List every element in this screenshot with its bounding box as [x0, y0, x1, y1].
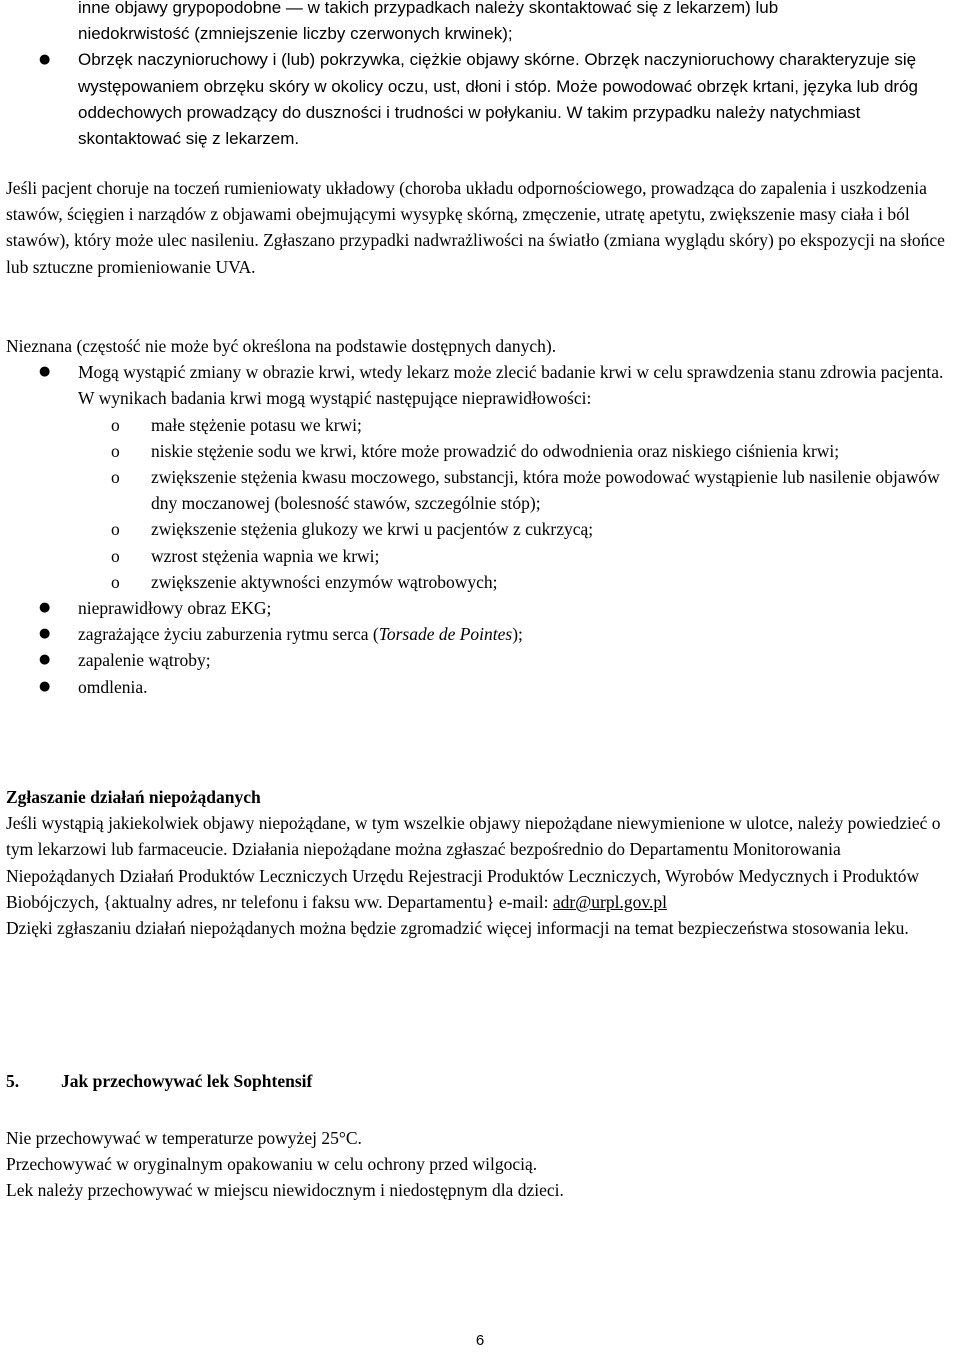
continued-line: niedokrwistość (zmniejszenie liczby czerwonych krwinek);: [78, 24, 513, 44]
reporting-closing: Dzięki zgłaszaniu działań niepożądanych można będzie zgromadzić więcej informacji na temat bezpieczeństwa stosowania leku.: [6, 918, 909, 939]
sub-list-item: o niskie stężenie sodu we krwi, które może prowadzić do odwodnienia oraz niskiego ciśnienia krwi;: [6, 438, 952, 464]
blood-changes-text: Mogą wystąpić zmiany w obrazie krwi, wtedy lekarz może zlecić badanie krwi w celu sprawdzenia stanu zdrowia pacjenta. W wynikach badania krwi mogą wystąpić następujące nieprawidłowości:: [78, 362, 944, 409]
storage-line: Przechowywać w oryginalnym opakowaniu w celu ochrony przed wilgocią.: [6, 1154, 538, 1175]
storage-instructions: [6, 1125, 952, 1204]
lupus-paragraph: Jeśli pacjent choruje na toczeń rumieniowaty układowy (choroba układu odpornościowego, prowadząca do zapalenia i uszkodzenia stawów, ścięgien i narządów z objawami obejmującymi wysypkę skórną, zmęczenie, utratę apetytu, zwiększenie masy ciała i ból stawów), który może ulec nasileniu. Zgłaszano przypadki nadwrażliwości na światło (zmiana wyglądu skóry) po ekspozycji na słońce lub sztuczne promieniowanie UVA.: [6, 178, 945, 277]
arrhythmia-text: zagrażające życiu zaburzenia rytmu serca (: [78, 624, 379, 645]
sub-list-item: o małe stężenie potasu we krwi;: [6, 412, 952, 438]
reporting-body-text: Jeśli wystąpią jakiekolwiek objawy niepożądane, w tym wszelkie objawy niepożądane niewymienione w ulotce, należy powiedzieć o tym lekarzowi lub farmaceucie. Działania niepożądane można zgłaszać bezpośrednio do Departamentu Monitorowania Niepożądanych Działań Produktów Leczniczych Urzędu Rejestracji Produktów Leczniczych, Wyrobów Medycznych i Produktów Biobójczych, {aktualny adres, nr telefonu i faksu ww. Departamentu} e-mail:: [6, 813, 941, 912]
list-item: ● zapalenie wątroby;: [6, 647, 952, 673]
arrhythmia-italic: Torsade de Pointes: [378, 624, 513, 645]
sub-list-item: o zwiększenie stężenia glukozy we krwi u pacjentów z cukrzycą;: [6, 516, 952, 542]
storage-line: Nie przechowywać w temperaturze powyżej 25°C.: [6, 1128, 362, 1148]
sub-list: [6, 412, 952, 595]
list-item: ● omdlenia.: [6, 674, 952, 700]
bullet-list: [6, 47, 952, 152]
sub-list-item: o zwiększenie stężenia kwasu moczowego, substancji, która może powodować wystąpienie lub nasilenie objawów dny moczanowej (bolesność stawów, szczególnie stóp);: [6, 464, 952, 516]
page-number: 6: [475, 1332, 485, 1349]
frequency-label: Nieznana (częstość nie może być określona na podstawie dostępnych danych).: [6, 336, 557, 356]
bullet-list: [6, 359, 952, 700]
section-number: 5.: [6, 1071, 20, 1091]
email-link[interactable]: adr@urpl.gov.pl: [552, 891, 667, 912]
arrhythmia-text-end: );: [512, 624, 523, 645]
section-5-heading: [6, 1068, 952, 1094]
reporting-body: [6, 810, 952, 915]
list-item: ● nieprawidłowy obraz EKG;: [6, 595, 952, 621]
sub-list-item: o zwiększenie aktywności enzymów wątrobowych;: [6, 569, 952, 595]
storage-line: Lek należy przechowywać w miejscu niewidocznym i niedostępnym dla dzieci.: [6, 1180, 564, 1201]
section-title: Jak przechowywać lek Sophtensif: [61, 1071, 313, 1091]
continued-line: inne objawy grypopodobne — w takich przypadkach należy skontaktować się z lekarzem) lub: [78, 0, 779, 17]
unknown-frequency-section: [6, 333, 952, 700]
sub-list-item: o wzrost stężenia wapnia we krwi;: [6, 543, 952, 569]
reporting-section: [6, 784, 952, 941]
list-item: [6, 359, 952, 595]
reporting-heading: Zgłaszanie działań niepożądanych: [6, 787, 261, 807]
list-item: ● Obrzęk naczynioruchowy i (lub) pokrzywka, ciężkie objawy skórne. Obrzęk naczynioruchowy charakteryzuje się występowaniem obrzęku skóry w okolicy oczu, ust, dłoni i stóp. Może powodować obrzęk krtani, języka lub dróg oddechowych prowadzący do duszności i trudności w połykaniu. W takim przypadku należy natychmiast skontaktować się z lekarzem.: [6, 47, 952, 152]
top-section: [6, 0, 952, 152]
list-item: [6, 621, 952, 647]
